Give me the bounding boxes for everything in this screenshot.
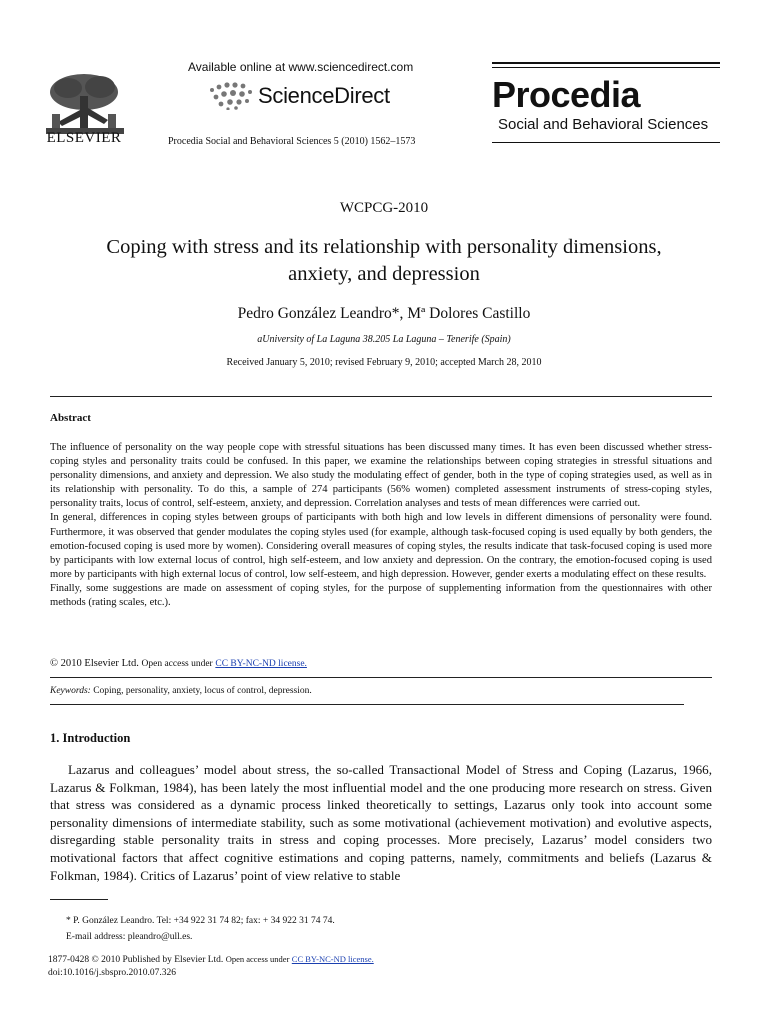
sciencedirect-brand: ScienceDirect [258, 83, 390, 108]
copyright-text: © 2010 Elsevier Ltd. [50, 658, 139, 669]
available-online-note: Available online at www.sciencedirect.com [188, 60, 414, 74]
keywords-list: Coping, personality, anxiety, locus of control, depression. [93, 686, 312, 696]
issn-license-line [48, 954, 374, 965]
conference-label: WCPCG-2010 [339, 200, 429, 216]
journal-reference: Procedia Social and Behavioral Sciences 5 (2010) 1562–1573 [168, 136, 416, 147]
procedia-subtitle: Social and Behavioral Sciences [498, 116, 709, 133]
introduction-paragraph: Lazarus and colleagues’ model about stress, the so-called Transactional Model of Stress and Coping (Lazarus, 1966, Lazarus & Folkman, 1984), has been lately the most influential model and the one producing more research on stress. Given that stress was considered as a dynamic process linked theoretically to settings, Lazarus only took into account some personality dimensions of intermediate stability, such as some motivational (achievement motivation) and evolutive aspects, disregarding stable personality traits in stress and coping processes. More precisely, Lazarus’ model considers two motivational factors that affect cognitive estimations and coping patterns, namely, commitments and beliefs (Lazarus & Folkman, 1984). Critics of Lazarus’ point of view relative to stable [50, 762, 712, 883]
footer-open-access-text: Open access under [225, 954, 290, 964]
footer-license-link[interactable]: CC BY-NC-ND license. [291, 954, 374, 964]
sciencedirect-logo [208, 80, 423, 112]
open-access-text: Open access under [141, 659, 213, 669]
procedia-top-rule [492, 62, 720, 64]
procedia-brand: Procedia [492, 74, 641, 115]
author-list: Pedro González Leandro*, Mª Dolores Castillo [237, 305, 531, 322]
copyright-line [50, 658, 307, 669]
author-affiliation: aUniversity of La Laguna 38.205 La Laguna – Tenerife (Spain) [257, 334, 511, 345]
footnote-rule [50, 899, 108, 900]
footnote-contact: * P. González Leandro. Tel: +34 922 31 74 82; fax: + 34 922 31 74 74. [66, 916, 335, 926]
elsevier-wordmark: ELSEVIER [46, 130, 122, 146]
license-link[interactable]: CC BY-NC-ND license. [215, 659, 307, 669]
abstract-paragraph-1: The influence of personality on the way people cope with stressful situations has been discussed many times. It has even been discussed whether stress-coping styles and personality traits could be confused. In this paper, we examine the relationships between coping strategies in stressful situations and personality dimensions, and anxiety and depression. We also study the modulating effect of gender, both in the type of coping strategies used, as well as in its relationship with personality. To do this, a sample of 274 participants (56% women) completed assessment instruments of stress-coping styles, personality traits, locus of control, self-esteem, anxiety, and depression. Correlation analyses and tests of mean differences were carried out. [50, 442, 712, 510]
title-line-2: anxiety, and depression [288, 263, 480, 285]
article-title [40, 234, 728, 288]
keywords-top-rule [50, 677, 712, 678]
issn-text: 1877-0428 © 2010 Published by Elsevier Ltd. [48, 955, 224, 965]
abstract-paragraph-2: In general, differences in coping styles between groups of participants with both high and low levels in different dimensions of personality were found. Furthermore, it was observed that gender modulates the coping styles used (for example, although task-focused coping is used equally by both genders, the emotion-focused coping is used more by women). Considering overall measures of coping styles, the results indicate that task-focused coping is used more by participants with low external locus of control, high self-esteem, and low anxiety and depression. On the contrary, the emotion-focused coping is used more by participants with high external locus of control, low self-esteem, and high depression. However, gender exerts a modulating effect on these results. [50, 512, 712, 580]
keywords-line [50, 686, 312, 696]
sciencedirect-dots-icon [208, 82, 254, 110]
doi-line: doi:10.1016/j.sbspro.2010.07.326 [48, 968, 176, 978]
abstract-paragraph-3: Finally, some suggestions are made on assessment of coping styles, for the purpose of supplementing information from the questionnaires with other methods (rating scales, etc.). [50, 582, 712, 609]
keywords-label: Keywords: [50, 686, 91, 696]
footnote-email: E-mail address: pleandro@ull.es. [66, 932, 193, 942]
submission-dates: Received January 5, 2010; revised February 9, 2010; accepted March 28, 2010 [226, 357, 542, 368]
abstract-body [50, 441, 712, 610]
section-heading-introduction: 1. Introduction [50, 731, 131, 745]
procedia-top-rule-thin [492, 67, 720, 68]
abstract-heading: Abstract [50, 412, 91, 424]
abstract-top-rule [50, 396, 712, 397]
procedia-bottom-rule [492, 142, 720, 143]
title-line-1: Coping with stress and its relationship with personality dimensions, [106, 236, 662, 258]
keywords-bottom-rule [50, 704, 684, 705]
